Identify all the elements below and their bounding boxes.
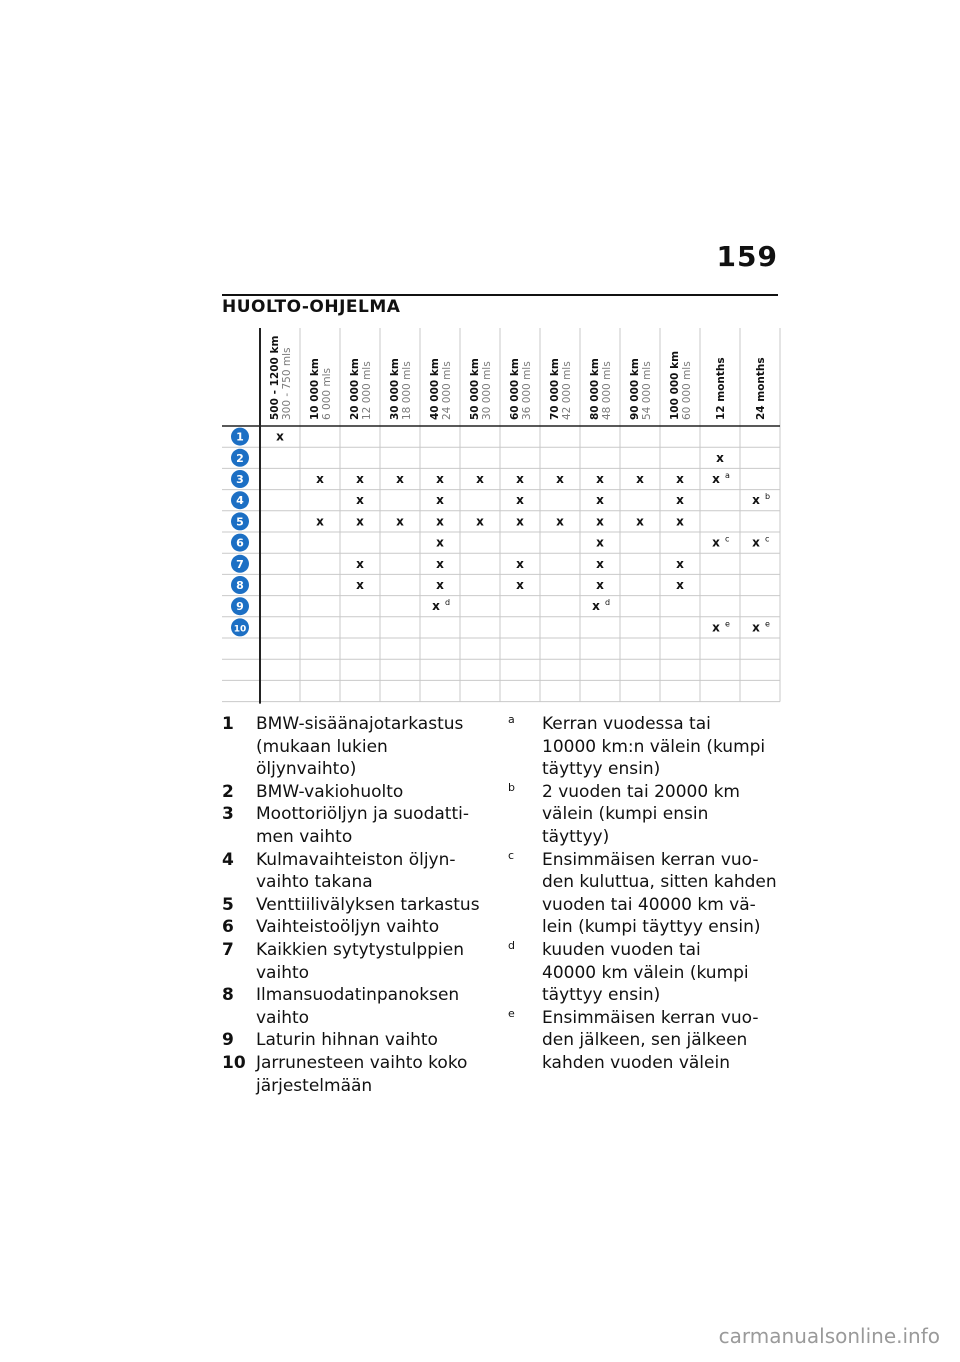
column-header bbox=[349, 358, 373, 420]
footnote-item-marker bbox=[508, 1029, 542, 1052]
schedule-mark: x bbox=[752, 620, 760, 635]
row-number-label: 5 bbox=[236, 515, 244, 529]
row-number-label: 10 bbox=[233, 624, 247, 635]
column-header-km: 90 000 km bbox=[629, 358, 641, 420]
schedule-mark: x bbox=[596, 493, 604, 508]
schedule-mark: x bbox=[436, 493, 444, 508]
schedule-mark-footnote: b bbox=[765, 492, 771, 502]
schedule-mark: x bbox=[356, 472, 364, 486]
schedule-mark: x bbox=[676, 514, 684, 529]
row-number-label: 6 bbox=[236, 536, 244, 550]
footnote-item-marker bbox=[508, 736, 542, 759]
column-header-mls: 300 - 750 mls bbox=[281, 347, 293, 420]
footnote-item bbox=[508, 758, 778, 781]
column-header-km: 500 - 1200 km bbox=[269, 335, 281, 420]
footnote-item bbox=[508, 849, 778, 872]
schedule-mark: x bbox=[676, 472, 684, 486]
legend-item-marker bbox=[222, 962, 256, 985]
footnote-item-text: lein (kumpi täyttyy ensin) bbox=[542, 917, 761, 938]
column-header bbox=[549, 358, 573, 420]
column-header bbox=[509, 358, 533, 420]
schedule-mark-footnote: e bbox=[765, 619, 770, 629]
legend-item-text: Laturin hihnan vaihto bbox=[256, 1030, 438, 1051]
schedule-mark: x bbox=[316, 472, 324, 486]
legend-item bbox=[222, 1075, 492, 1098]
legend-item bbox=[222, 939, 492, 962]
column-header-km: 30 000 km bbox=[389, 358, 401, 420]
page-number: 159 bbox=[716, 240, 778, 273]
footnote-item bbox=[508, 894, 778, 917]
schedule-mark: x bbox=[436, 514, 444, 529]
schedule-mark: x bbox=[396, 514, 404, 529]
footnote-item-text: Ensimmäisen kerran vuo- bbox=[542, 849, 759, 870]
schedule-mark: x bbox=[712, 620, 720, 635]
column-header bbox=[755, 357, 767, 420]
legend-item-text: Ilmansuodatinpanoksen bbox=[256, 985, 460, 1006]
column-header-mls: 18 000 mls bbox=[401, 361, 413, 420]
schedule-mark: x bbox=[752, 535, 760, 550]
maintenance-schedule-table bbox=[222, 328, 782, 708]
legend-item bbox=[222, 871, 492, 894]
legend-item-marker: 5 bbox=[222, 894, 234, 915]
legend-item-text: Moottoriöljyn ja suodatti- bbox=[256, 804, 469, 825]
row-number-label: 7 bbox=[236, 557, 244, 571]
legend-item-text: Kulmavaihteiston öljyn- bbox=[256, 849, 456, 870]
legend-item bbox=[222, 736, 492, 781]
legend-item bbox=[222, 849, 492, 872]
legend-item-marker bbox=[222, 736, 256, 781]
legend-item bbox=[222, 984, 492, 1007]
schedule-mark-footnote: a bbox=[725, 471, 730, 480]
legend-item-marker: 8 bbox=[222, 985, 234, 1006]
site-watermark: carmanualsonline.info bbox=[718, 1324, 940, 1348]
schedule-mark: x bbox=[356, 556, 364, 571]
legend-item bbox=[222, 894, 492, 917]
schedule-mark: x bbox=[436, 578, 444, 592]
schedule-mark: x bbox=[676, 578, 684, 592]
schedule-mark: x bbox=[596, 578, 604, 592]
legend-item-marker: 9 bbox=[222, 1030, 234, 1051]
legend-item bbox=[222, 962, 492, 985]
footnote-item-text: täyttyy ensin) bbox=[542, 759, 661, 780]
column-header-mls: 12 000 mls bbox=[361, 361, 373, 420]
legend-item-text: Vaihteistoöljyn vaihto bbox=[256, 917, 440, 938]
column-header-mls: 30 000 mls bbox=[481, 361, 493, 420]
schedule-mark-footnote: c bbox=[765, 534, 770, 544]
row-number-label: 4 bbox=[236, 494, 244, 508]
footnote-item bbox=[508, 1007, 778, 1030]
schedule-mark: x bbox=[276, 429, 284, 444]
schedule-mark-footnote: c bbox=[725, 534, 730, 544]
footnote-item bbox=[508, 736, 778, 759]
footnote-item-marker bbox=[508, 916, 542, 939]
column-header bbox=[269, 336, 293, 420]
legend-item-marker bbox=[222, 826, 256, 849]
footnote-item-text: den kuluttua, sitten kahden bbox=[542, 872, 777, 893]
schedule-mark: x bbox=[476, 514, 484, 529]
footnote-item bbox=[508, 1029, 778, 1052]
schedule-mark: x bbox=[556, 514, 564, 529]
footnote-item-text: 10000 km:n välein (kumpi bbox=[542, 736, 766, 757]
legend-item-text: BMW-vakiohuolto bbox=[256, 781, 404, 802]
footnote-item-marker bbox=[508, 984, 542, 1007]
schedule-mark: x bbox=[676, 493, 684, 508]
column-header bbox=[429, 358, 453, 420]
schedule-mark: x bbox=[436, 472, 444, 486]
legend-item-marker bbox=[222, 1075, 256, 1098]
schedule-mark: x bbox=[436, 535, 444, 550]
schedule-mark: x bbox=[516, 578, 524, 592]
footnote-item-marker bbox=[508, 894, 542, 917]
schedule-mark-footnote: d bbox=[445, 598, 451, 608]
footnote-item-marker: e bbox=[508, 1006, 515, 1020]
footnote-item-text: 2 vuoden tai 20000 km bbox=[542, 781, 740, 802]
footnote-item-marker bbox=[508, 871, 542, 894]
legend-item-marker: 7 bbox=[222, 939, 234, 960]
legend-item-text: vaihto bbox=[256, 962, 310, 983]
schedule-mark: x bbox=[712, 472, 720, 486]
column-header bbox=[669, 351, 693, 420]
legend-item-marker: 1 bbox=[222, 714, 234, 734]
column-header-mls: 42 000 mls bbox=[561, 361, 573, 420]
legend-item-text: BMW-sisäänajotarkastus bbox=[256, 714, 464, 734]
schedule-mark: x bbox=[596, 535, 604, 550]
footnote-item-marker bbox=[508, 803, 542, 848]
column-header-mls: 48 000 mls bbox=[601, 361, 613, 420]
column-header bbox=[469, 358, 493, 420]
footnote-item bbox=[508, 962, 778, 985]
legend-item-marker: 6 bbox=[222, 917, 234, 938]
footnote-item-marker bbox=[508, 758, 542, 781]
footnote-item-marker: d bbox=[508, 938, 515, 952]
schedule-mark: x bbox=[356, 578, 364, 592]
footnote-item bbox=[508, 803, 778, 848]
legend-item-text: vaihto takana bbox=[256, 872, 373, 893]
footnote-item-marker: a bbox=[508, 713, 515, 726]
column-header-mls: 54 000 mls bbox=[641, 361, 653, 420]
legend-list bbox=[222, 713, 492, 1097]
schedule-mark: x bbox=[356, 493, 364, 508]
schedule-mark: x bbox=[676, 556, 684, 571]
footnote-item-text: Ensimmäisen kerran vuo- bbox=[542, 1007, 759, 1028]
schedule-mark: x bbox=[316, 514, 324, 529]
footnote-item-marker: c bbox=[508, 848, 515, 862]
legend-item-marker: 10 bbox=[222, 1052, 246, 1073]
footnote-item bbox=[508, 984, 778, 1007]
schedule-mark-footnote: e bbox=[725, 619, 730, 629]
footnote-item bbox=[508, 1052, 778, 1075]
schedule-mark: x bbox=[596, 514, 604, 529]
legend-item-marker bbox=[222, 871, 256, 894]
column-header-mls: 36 000 mls bbox=[521, 361, 533, 420]
footnote-item bbox=[508, 713, 778, 736]
column-header-km: 20 000 km bbox=[349, 358, 361, 420]
legend-item bbox=[222, 781, 492, 804]
schedule-mark: x bbox=[432, 599, 440, 614]
legend-item-text: Jarrunesteen vaihto koko bbox=[256, 1052, 468, 1073]
legend-item-marker: 3 bbox=[222, 804, 234, 825]
column-header-mls: 6 000 mls bbox=[321, 367, 333, 420]
footnote-list bbox=[508, 713, 778, 1075]
legend-item-marker bbox=[222, 1007, 256, 1030]
column-header bbox=[589, 358, 613, 420]
footnote-item-text: täyttyy ensin) bbox=[542, 985, 661, 1006]
schedule-mark: x bbox=[476, 472, 484, 486]
schedule-mark: x bbox=[716, 450, 724, 465]
column-header bbox=[309, 358, 333, 420]
legend-item bbox=[222, 713, 492, 736]
column-header-km: 70 000 km bbox=[549, 358, 561, 420]
legend-item bbox=[222, 1052, 492, 1075]
schedule-mark: x bbox=[516, 556, 524, 571]
column-header-km: 10 000 km bbox=[309, 358, 321, 420]
footnote-item bbox=[508, 781, 778, 804]
column-header-mls: 60 000 mls bbox=[681, 361, 693, 420]
schedule-mark: x bbox=[752, 493, 760, 508]
row-number-label: 3 bbox=[236, 473, 244, 486]
legend-item bbox=[222, 916, 492, 939]
footnote-item-text: den jälkeen, sen jälkeen bbox=[542, 1030, 748, 1051]
legend-item bbox=[222, 803, 492, 826]
schedule-mark: x bbox=[396, 472, 404, 486]
column-header-km: 24 months bbox=[755, 357, 767, 420]
schedule-mark-footnote: d bbox=[605, 598, 611, 608]
column-header bbox=[715, 357, 727, 420]
legend-item-text: Venttiilivälyksen tarkastus bbox=[256, 894, 480, 915]
footnote-item-text: kuuden vuoden tai bbox=[542, 939, 701, 960]
column-header-km: 80 000 km bbox=[589, 358, 601, 420]
legend-item-text: (mukaan lukien öljynvaihto) bbox=[256, 736, 388, 780]
column-header-km: 60 000 km bbox=[509, 358, 521, 420]
row-number-label: 8 bbox=[236, 579, 244, 592]
column-header-km: 50 000 km bbox=[469, 358, 481, 420]
schedule-mark: x bbox=[636, 514, 644, 529]
column-header bbox=[389, 358, 413, 420]
schedule-mark: x bbox=[516, 514, 524, 529]
column-header-km: 12 months bbox=[715, 357, 727, 420]
legend-item bbox=[222, 826, 492, 849]
schedule-mark: x bbox=[592, 599, 600, 614]
schedule-mark: x bbox=[596, 472, 604, 486]
footnote-item bbox=[508, 916, 778, 939]
footnote-item-text: Kerran vuodessa tai bbox=[542, 714, 711, 734]
section-title: HUOLTO-OHJELMA bbox=[222, 297, 401, 317]
schedule-mark: x bbox=[636, 472, 644, 486]
footnote-item bbox=[508, 871, 778, 894]
footnote-item-marker bbox=[508, 1052, 542, 1075]
footnote-item-marker: b bbox=[508, 780, 515, 794]
legend-item bbox=[222, 1007, 492, 1030]
legend-item-text: järjestelmään bbox=[256, 1075, 373, 1096]
column-header-mls: 24 000 mls bbox=[441, 361, 453, 420]
legend-item bbox=[222, 1029, 492, 1052]
schedule-mark: x bbox=[356, 514, 364, 529]
legend-item-text: Kaikkien sytytystulppien bbox=[256, 939, 464, 960]
legend-item-marker: 2 bbox=[222, 781, 234, 802]
schedule-mark: x bbox=[556, 472, 564, 486]
column-header bbox=[629, 358, 653, 420]
schedule-mark: x bbox=[712, 535, 720, 550]
footnote-item bbox=[508, 939, 778, 962]
column-header-km: 100 000 km bbox=[669, 350, 681, 420]
schedule-mark: x bbox=[436, 556, 444, 571]
row-number-label: 9 bbox=[236, 600, 244, 614]
footnote-item-marker bbox=[508, 962, 542, 985]
schedule-mark: x bbox=[596, 556, 604, 571]
row-number-label: 2 bbox=[236, 451, 244, 465]
schedule-mark: x bbox=[516, 472, 524, 486]
footnote-item-text: vuoden tai 40000 km vä- bbox=[542, 894, 756, 915]
footnote-item-text: välein (kumpi ensin täyttyy) bbox=[542, 804, 709, 847]
footnote-item-text: 40000 km välein (kumpi bbox=[542, 962, 749, 983]
row-number-label: 1 bbox=[236, 430, 244, 444]
schedule-mark: x bbox=[516, 493, 524, 508]
title-rule bbox=[222, 294, 778, 296]
column-header-km: 40 000 km bbox=[429, 358, 441, 420]
legend-item-text: men vaihto bbox=[256, 826, 353, 847]
legend-item-marker: 4 bbox=[222, 849, 234, 870]
legend-item-text: vaihto bbox=[256, 1007, 310, 1028]
footnote-item-text: kahden vuoden välein bbox=[542, 1052, 730, 1073]
